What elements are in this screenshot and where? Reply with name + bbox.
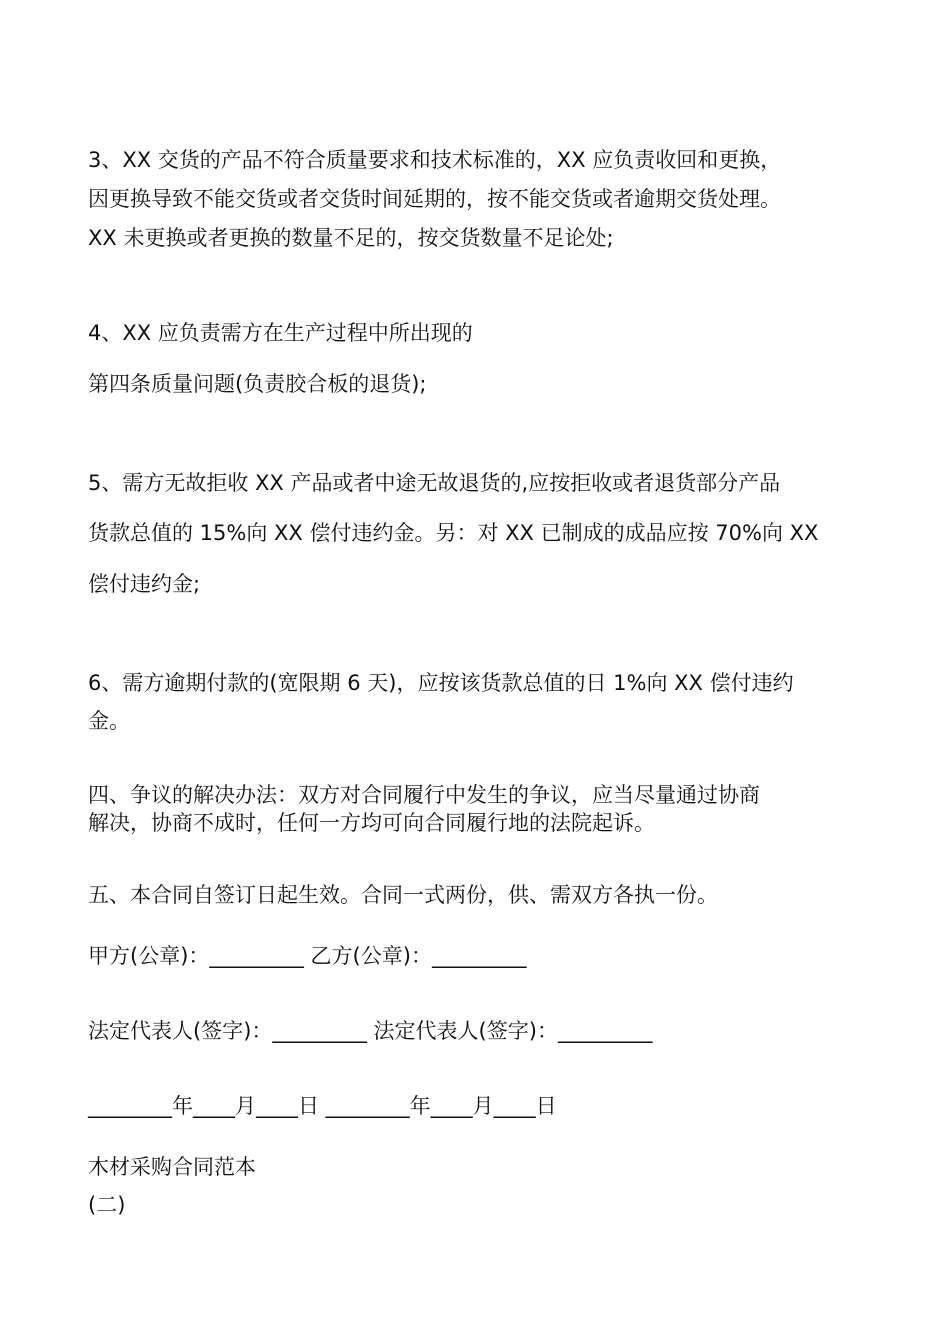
section-4-line-1: 四、争议的解决办法：双方对合同履行中发生的争议，应当尽量通过协商 [88, 783, 760, 807]
section-4-line-2: 解决，协商不成时，任何一方均可向合同履行地的法院起诉。 [88, 811, 655, 835]
clause-3-line-1: 3、XX 交货的产品不符合质量要求和技术标准的，XX 应负责收回和更换， [88, 148, 782, 172]
contract-sample-title: 木材采购合同范本 [88, 1155, 256, 1179]
clause-4-line-2: 第四条质量问题(负责胶合板的退货); [88, 372, 427, 396]
date-line: ________年____月____日 ________年____月____日 [88, 1094, 557, 1118]
clause-6-line-2: 金。 [88, 709, 130, 733]
clause-3-line-2: 因更换导致不能交货或者交货时间延期的，按不能交货或者逾期交货处理。 [88, 187, 781, 211]
clause-3-line-3: XX 未更换或者更换的数量不足的，按交货数量不足论处; [88, 226, 614, 250]
parties-seal-line: 甲方(公章)：_________ 乙方(公章)：_________ [88, 944, 527, 968]
clause-6-line-1: 6、需方逾期付款的(宽限期 6 天)，应按该货款总值的日 1%向 XX 偿付违约 [88, 671, 794, 695]
representatives-signature-line: 法定代表人(签字)：_________ 法定代表人(签字)：_________ [88, 1019, 653, 1043]
clause-5-line-2: 货款总值的 15%向 XX 偿付违约金。另：对 XX 已制成的成品应按 70%向 XX [88, 521, 819, 545]
clause-4-line-1: 4、XX 应负责需方在生产过程中所出现的 [88, 321, 473, 345]
clause-5-line-3: 偿付违约金; [88, 572, 201, 596]
contract-sample-subtitle: (二) [88, 1193, 126, 1217]
clause-5-line-1: 5、需方无故拒收 XX 产品或者中途无故退货的,应按拒收或者退货部分产品 [88, 471, 781, 495]
section-5-text: 五、本合同自签订日起生效。合同一式两份，供、需双方各执一份。 [88, 883, 718, 907]
